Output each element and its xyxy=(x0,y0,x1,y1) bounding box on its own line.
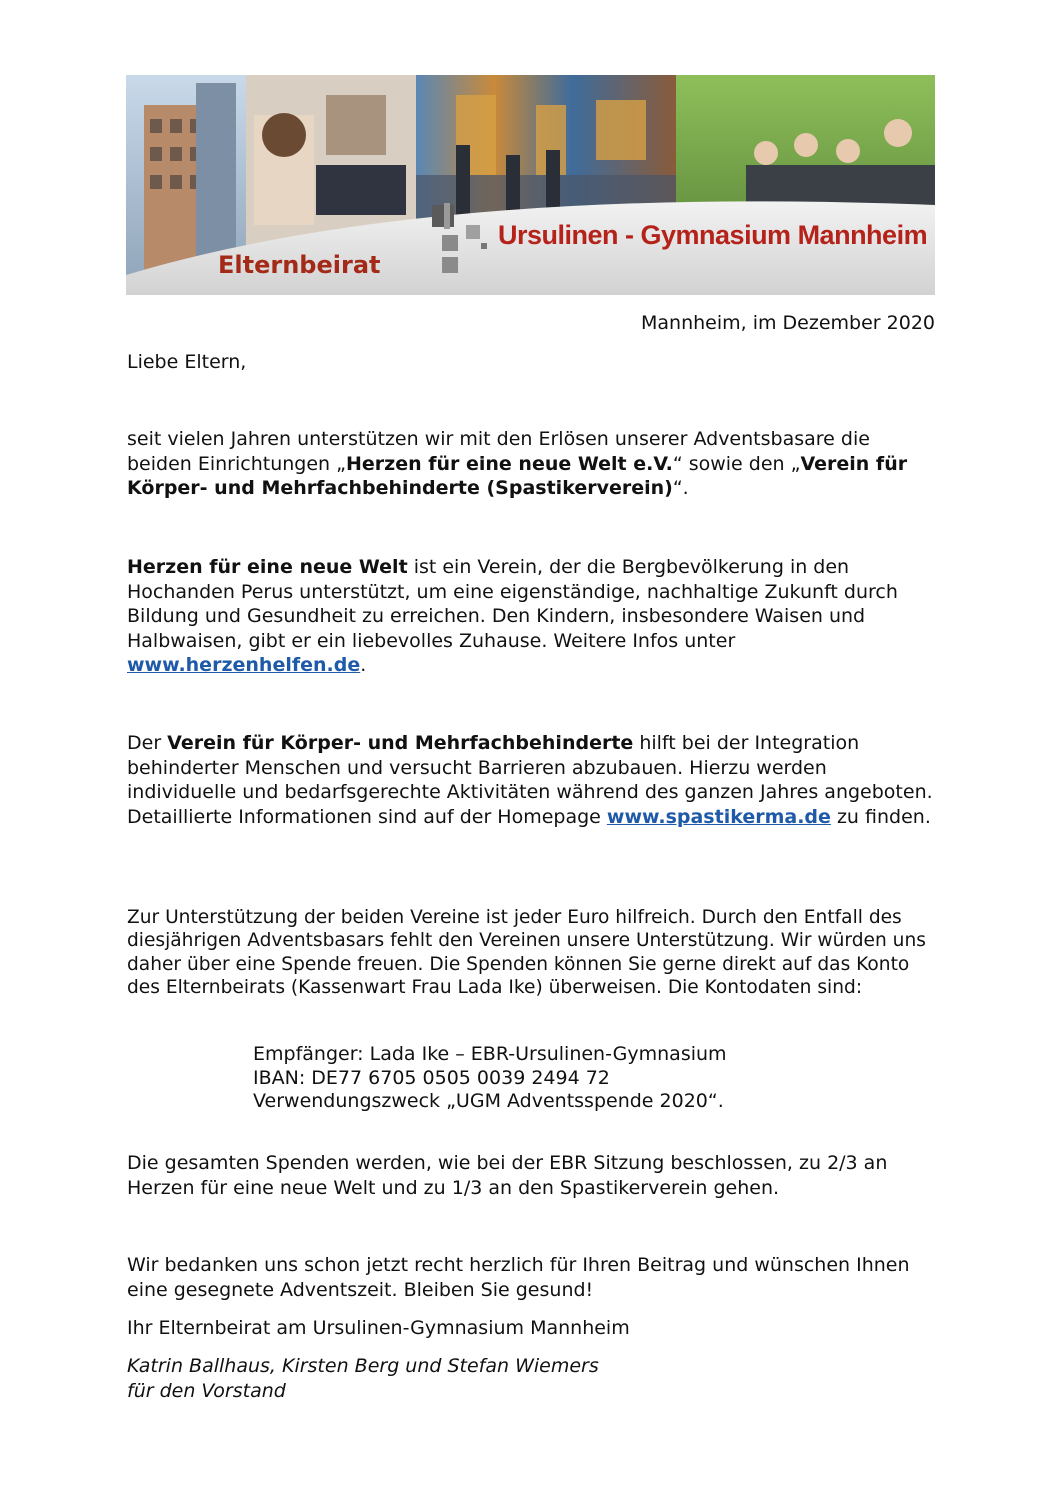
school-name: Ursulinen - Gymnasium Mannheim xyxy=(498,220,928,250)
letter-date: Mannheim, im Dezember 2020 xyxy=(641,312,935,334)
bank-details xyxy=(253,1043,727,1114)
salutation: Liebe Eltern, xyxy=(127,351,247,373)
herzen-paragraph: Herzen für eine neue Welt ist ein Verein, der die Bergbevölkerung in den Hochanden Perus unterstützt, um eine eigenständige, nachhaltige Zukunft durch Bildung und Gesundheit zu erreichen. Den Kindern, insbesondere Waisen und Halbwaisen, gibt er ein liebevolles Zuhause. Weitere Infos unter www.herzenhelfen.de. xyxy=(127,556,898,676)
closing-line: Ihr Elternbeirat am Ursulinen-Gymnasium Mannheim xyxy=(127,1317,630,1339)
support-paragraph: Zur Unterstützung der beiden Vereine ist jeder Euro hilfreich. Durch den Entfall des diesjährigen Adventsbasars fehlt den Vereinen unsere Unterstützung. Wir würden uns daher über eine Spende freuen. Die Spenden können Sie gerne direkt auf das Konto des Elternbeirats (Kassenwart Frau Lada Ike) überweisen. Die Kontodaten sind: xyxy=(127,907,926,998)
verein-org-name: Verein für Körper- und Mehrfachbehinderte (Spastikerverein) xyxy=(127,452,908,499)
verein-paragraph: Der Verein für Körper- und Mehrfachbehinderte hilft bei der Integration behinderter Menschen und versucht Barrieren abzubauen. Hierzu werden individuelle und bedarfsgerechte Aktivitäten während des ganzen Jahres angeboten. Detaillierte Informationen sind auf der Homepage www.spastikerma.de zu finden. xyxy=(127,732,933,828)
herzen-org-name: Herzen für eine neue Welt e.V. xyxy=(345,452,673,475)
bank-recipient: Empfänger: Lada Ike – EBR-Ursulinen-Gymnasium xyxy=(253,1043,727,1065)
intro-paragraph: seit vielen Jahren unterstützen wir mit den Erlösen unserer Adventsbasare die beiden Einrichtungen „Herzen für eine neue Welt e.V.“ sowie den „Verein für Körper- und Mehrfachbehinderte (Spastikerverein)“. xyxy=(127,428,908,499)
bank-iban: IBAN: DE77 6705 0505 0039 2494 72 xyxy=(253,1066,610,1089)
spastikerma-link[interactable]: www.spastikerma.de xyxy=(606,805,831,828)
header-banner xyxy=(126,75,935,295)
signature-role: für den Vorstand xyxy=(127,1379,286,1402)
herzenhelfen-link[interactable]: www.herzenhelfen.de xyxy=(127,654,361,676)
elternbeirat-label: Elternbeirat xyxy=(218,251,381,279)
signature xyxy=(127,1354,937,1403)
signature-names: Katrin Ballhaus, Kirsten Berg und Stefan Wiemers xyxy=(127,1355,599,1377)
thanks-paragraph: Wir bedanken uns schon jetzt recht herzlich für Ihren Beitrag und wünschen Ihnen eine gesegnete Adventszeit. Bleiben Sie gesund! xyxy=(127,1254,910,1301)
distribution-paragraph: Die gesamten Spenden werden, wie bei der EBR Sitzung beschlossen, zu 2/3 an Herzen für eine neue Welt und zu 1/3 an den Spastikerverein gehen. xyxy=(127,1152,888,1199)
bank-purpose: Verwendungszweck „UGM Adventsspende 2020“. xyxy=(253,1090,724,1112)
